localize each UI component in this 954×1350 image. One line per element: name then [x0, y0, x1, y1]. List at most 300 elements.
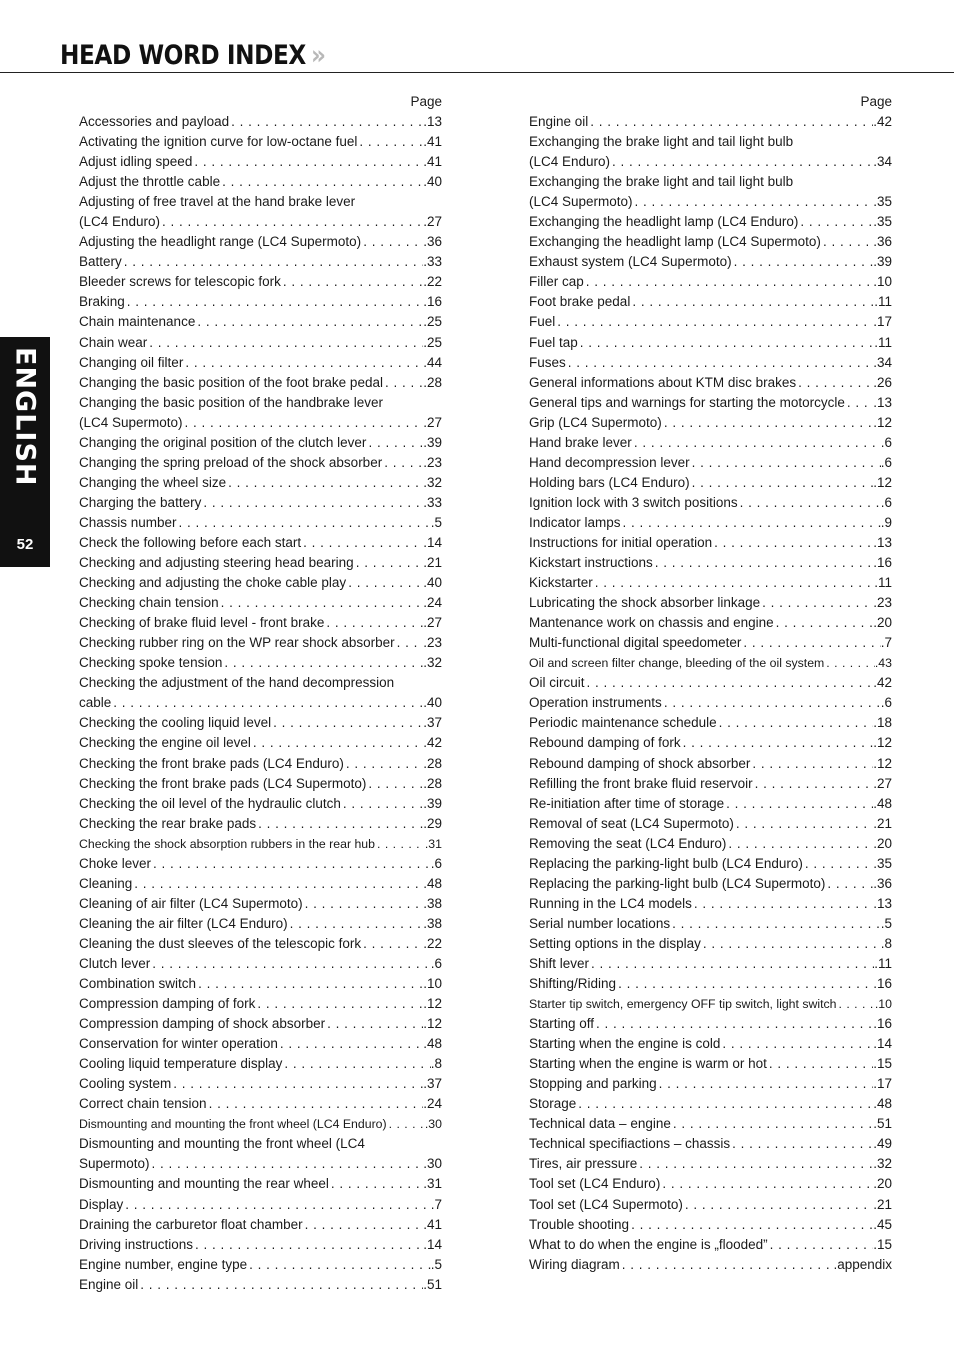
- index-entry-line: [529, 1255, 892, 1275]
- entry-page: .11: [874, 575, 892, 591]
- entry-term: Adjust idling speed: [79, 154, 193, 170]
- entry-term: Holding bars (LC4 Enduro): [529, 474, 690, 490]
- entry-page: .23: [873, 595, 892, 611]
- dot-leader: [629, 1215, 873, 1235]
- entry-term: Indicator lamps: [529, 514, 621, 530]
- index-entry-line: [79, 914, 442, 934]
- entry-term: Battery: [79, 254, 122, 270]
- entry-term: Ignition lock with 3 switch positions: [529, 494, 738, 510]
- dot-leader: [566, 353, 873, 373]
- index-entry: [79, 1195, 442, 1215]
- entry-term: Storage: [529, 1096, 577, 1112]
- index-entry: [79, 1094, 442, 1114]
- entry-term: Changing oil filter: [79, 354, 184, 370]
- entry-page: .21: [873, 1196, 892, 1212]
- entry-term: Chassis number: [79, 514, 177, 530]
- dot-leader: [732, 252, 874, 272]
- entry-term: Fuel tap: [529, 334, 578, 350]
- dot-leader: [341, 794, 423, 814]
- entry-page: .6: [430, 955, 442, 971]
- entry-page: .20: [873, 835, 892, 851]
- entry-page: .27: [423, 615, 442, 631]
- entry-term: Rebound damping of shock absorber: [529, 755, 751, 771]
- entry-page: .7: [430, 1196, 442, 1212]
- index-entry: [79, 433, 442, 453]
- index-entry: [529, 613, 892, 633]
- entry-term: Refilling the front brake fluid reservoir: [529, 775, 753, 791]
- index-entry: [529, 1034, 892, 1054]
- index-entry-line: [79, 653, 442, 673]
- index-entry-line: [529, 292, 892, 312]
- entry-page: .13: [873, 394, 892, 410]
- dot-leader: [630, 292, 874, 312]
- entry-term: Chain wear: [79, 334, 148, 350]
- index-entry-line: [529, 573, 892, 593]
- entry-term: Changing the basic position of the handbrake lever: [79, 394, 383, 410]
- index-entry: [79, 373, 442, 393]
- page-column-header: Page: [860, 94, 892, 109]
- entry-term: Checking the cooling liquid level: [79, 715, 272, 731]
- dot-leader: [344, 754, 423, 774]
- index-entry-line: [79, 754, 442, 774]
- entry-term: Periodic maintenance schedule: [529, 715, 717, 731]
- index-entry: [529, 1014, 892, 1034]
- index-entry-line: [79, 533, 442, 553]
- index-entry-line: [79, 573, 442, 593]
- index-entry: [79, 473, 442, 493]
- entry-term: Cooling liquid temperature display: [79, 1056, 283, 1072]
- entry-term: Dismounting and mounting the front wheel (LC4 Enduro): [79, 1117, 387, 1132]
- dot-leader: [346, 573, 423, 593]
- entry-page: .6: [880, 695, 892, 711]
- entry-term: Replacing the parking-light bulb (LC4 Enduro): [529, 855, 803, 871]
- language-tab: [0, 337, 50, 567]
- entry-page: .5: [430, 514, 442, 530]
- index-entry: [79, 292, 442, 312]
- index-entry-line: [79, 333, 442, 353]
- index-entry: [79, 974, 442, 994]
- index-entry: [79, 1114, 442, 1134]
- dot-leader: [585, 673, 874, 693]
- index-entry: [79, 834, 442, 854]
- entry-page: .38: [423, 915, 442, 931]
- index-entry: [529, 272, 892, 292]
- dot-leader: [741, 633, 880, 653]
- index-entry: [79, 954, 442, 974]
- index-entry: [79, 1174, 442, 1194]
- index-entry: [529, 1195, 892, 1215]
- index-entry-line: [79, 1195, 442, 1215]
- dot-leader: [845, 393, 873, 413]
- dot-leader: [750, 754, 873, 774]
- entry-term: Changing the original position of the clutch lever: [79, 434, 367, 450]
- dot-leader: [288, 914, 424, 934]
- index-entry: [529, 333, 892, 353]
- index-entry: [529, 1215, 892, 1235]
- entry-page: .49: [873, 1136, 892, 1152]
- entry-term: Display: [79, 1196, 124, 1212]
- entry-term: Hand decompression lever: [529, 454, 690, 470]
- entry-term: Checking the shock absorption rubbers in the rear hub: [79, 836, 375, 851]
- entry-page: .5: [880, 915, 892, 931]
- index-entry-line: [79, 212, 442, 232]
- index-entry: [79, 794, 442, 814]
- entry-page: .30: [423, 1156, 442, 1172]
- entry-page: .6: [880, 494, 892, 510]
- index-entry-line: [529, 1014, 892, 1034]
- index-entry-line: [79, 954, 442, 974]
- entry-term: Engine oil: [529, 114, 589, 129]
- index-entry-line: [529, 473, 892, 493]
- index-entry: [529, 854, 892, 874]
- index-entry: [79, 713, 442, 733]
- entry-page: .27: [423, 414, 442, 430]
- dot-leader: [796, 373, 873, 393]
- index-entry: [529, 252, 892, 272]
- index-entry: [79, 333, 442, 353]
- entry-page: .31: [423, 1176, 442, 1192]
- index-entry-continued: [79, 1134, 442, 1154]
- entry-term: Checking the rear brake pads: [79, 815, 257, 831]
- index-entry-line: [79, 172, 442, 192]
- index-entry: [79, 774, 442, 794]
- index-entry-line: [529, 533, 892, 553]
- index-entry: [79, 353, 442, 373]
- entry-page: .34: [873, 354, 892, 370]
- index-entry-line: [79, 1094, 442, 1114]
- dot-leader: [821, 232, 873, 252]
- entry-term: Starter tip switch, emergency OFF tip switch, light switch: [529, 997, 837, 1012]
- index-entry-line: [529, 593, 892, 613]
- entry-page: .15: [873, 1056, 892, 1072]
- entry-page: .11: [874, 955, 892, 971]
- index-entry: [79, 633, 442, 653]
- entry-page: .22: [423, 935, 442, 951]
- entry-page: .16: [873, 976, 892, 992]
- entry-term: Stopping and parking: [529, 1076, 657, 1092]
- dot-leader: [621, 513, 881, 533]
- entry-page: .33: [423, 494, 442, 510]
- index-entry: [79, 613, 442, 633]
- index-entry: [529, 653, 892, 673]
- index-entry-line: [79, 493, 442, 513]
- index-entries: [79, 112, 442, 1295]
- entry-term: Dismounting and mounting the rear wheel: [79, 1176, 329, 1192]
- dot-leader: [734, 814, 873, 834]
- entry-term: Oil and screen filter change, bleeding of the oil system: [529, 656, 825, 671]
- entry-page: .13: [423, 114, 442, 129]
- index-entry: [529, 1074, 892, 1094]
- index-entry-line: [79, 1074, 442, 1094]
- entry-term: Engine number, engine type: [79, 1256, 248, 1272]
- entry-page: .27: [423, 214, 442, 230]
- dot-leader: [632, 433, 881, 453]
- index-entry-line: [529, 754, 892, 774]
- index-entry: [529, 794, 892, 814]
- entry-term: Conservation for winter operation: [79, 1036, 278, 1052]
- entry-page: .32: [423, 474, 442, 490]
- dot-leader: [201, 493, 423, 513]
- dot-leader: [193, 1235, 423, 1255]
- index-entry: [79, 1134, 442, 1174]
- entry-term: Cooling system: [79, 1076, 172, 1092]
- dot-leader: [657, 1074, 874, 1094]
- index-entry-line: [79, 834, 442, 854]
- entry-term: (LC4 Supermoto): [79, 414, 183, 430]
- dot-leader: [303, 1215, 424, 1235]
- entry-term: Wiring diagram: [529, 1256, 620, 1272]
- index-entry: [529, 413, 892, 433]
- index-entry: [79, 312, 442, 332]
- index-entry: [529, 633, 892, 653]
- index-entry: [79, 573, 442, 593]
- entry-page: .10: [873, 274, 892, 290]
- index-entry: [529, 1094, 892, 1114]
- entry-page: .21: [423, 555, 442, 571]
- index-entry-line: [79, 854, 442, 874]
- index-entry-line: [529, 192, 892, 212]
- entry-term: Setting options in the display: [529, 935, 701, 951]
- index-entry-line: [79, 132, 442, 152]
- dot-leader: [738, 493, 881, 513]
- entry-term: Checking and adjusting the choke cable play: [79, 575, 347, 591]
- index-entry-line: [79, 733, 442, 753]
- entry-page: .5: [430, 1256, 442, 1272]
- index-entry: [529, 172, 892, 212]
- dot-leader: [726, 834, 873, 854]
- entry-page: .33: [423, 254, 442, 270]
- entry-term: Serial number locations: [529, 915, 671, 931]
- dot-leader: [147, 333, 423, 353]
- index-entry: [529, 713, 892, 733]
- index-entry-line: [529, 1195, 892, 1215]
- index-entry: [79, 1034, 442, 1054]
- dot-leader: [192, 152, 423, 172]
- index-entry: [529, 112, 892, 132]
- entry-page: .14: [423, 534, 442, 550]
- index-entry-line: [79, 1034, 442, 1054]
- entry-term: Removing the seat (LC4 Enduro): [529, 835, 727, 851]
- entry-term: Starting when the engine is cold: [529, 1036, 721, 1052]
- index-entry: [529, 593, 892, 613]
- page-title: [60, 40, 326, 71]
- language-label: ENGLISH: [9, 347, 41, 487]
- entry-page: .28: [423, 775, 442, 791]
- entry-page: .40: [423, 174, 442, 190]
- dot-leader: [150, 954, 430, 974]
- index-entry-line: [529, 232, 892, 252]
- index-entry-line: [79, 1174, 442, 1194]
- entry-page: .25: [423, 334, 442, 350]
- index-entry: [529, 353, 892, 373]
- index-entry: [79, 1074, 442, 1094]
- index-entry: [529, 453, 892, 473]
- entry-term: Bleeder screws for telescopic fork: [79, 274, 281, 290]
- dot-leader: [753, 774, 874, 794]
- index-entry-continued: [529, 132, 892, 152]
- entry-term: Tool set (LC4 Enduro): [529, 1176, 661, 1192]
- index-entry-line: [529, 1114, 892, 1134]
- entry-page: .17: [873, 314, 892, 330]
- dot-leader: [219, 593, 424, 613]
- dot-leader: [357, 132, 423, 152]
- index-entry-line: [529, 653, 892, 673]
- entry-page: .13: [873, 534, 892, 550]
- dot-leader: [361, 934, 423, 954]
- entry-term: (LC4 Enduro): [79, 214, 161, 230]
- index-entry-line: [79, 453, 442, 473]
- entry-page: .24: [423, 1096, 442, 1112]
- index-entry: [529, 733, 892, 753]
- index-entry-line: [79, 1054, 442, 1074]
- index-entry: [529, 292, 892, 312]
- index-entry-line: [79, 794, 442, 814]
- index-entry: [529, 693, 892, 713]
- index-entry-line: [79, 152, 442, 172]
- dot-leader: [730, 1134, 873, 1154]
- entry-page: .16: [423, 294, 442, 310]
- dot-leader: [301, 533, 423, 553]
- entry-page: .10: [874, 997, 892, 1012]
- entry-page: .39: [423, 434, 442, 450]
- entry-term: Checking the front brake pads (LC4 Supermoto): [79, 775, 367, 791]
- entry-page: .41: [423, 134, 442, 150]
- index-entry: [79, 874, 442, 894]
- index-entry-line: [529, 312, 892, 332]
- dot-leader: [589, 954, 874, 974]
- index-entry-line: [79, 994, 442, 1014]
- entry-term: Checking the engine oil level: [79, 735, 251, 751]
- dot-leader: [837, 994, 875, 1014]
- index-column-right: [529, 92, 892, 1275]
- index-entry-line: [79, 112, 442, 132]
- index-entry: [79, 1255, 442, 1275]
- entry-page: .18: [873, 715, 892, 731]
- index-entry-line: [529, 513, 892, 533]
- index-entry: [529, 1054, 892, 1074]
- entry-term: Exhaust system (LC4 Supermoto): [529, 254, 732, 270]
- index-entry-line: [529, 252, 892, 272]
- index-entry: [79, 1275, 442, 1295]
- index-entry: [529, 513, 892, 533]
- index-entry-line: [79, 693, 442, 713]
- index-entry: [79, 132, 442, 152]
- dot-leader: [123, 1195, 430, 1215]
- entry-term: Lubricating the shock absorber linkage: [529, 595, 761, 611]
- index-entry-line: [529, 1134, 892, 1154]
- index-entry-line: [79, 1114, 442, 1134]
- index-entry-line: [79, 272, 442, 292]
- index-entry-line: [529, 1034, 892, 1054]
- index-entry-line: [529, 1235, 892, 1255]
- index-entry-line: [529, 613, 892, 633]
- index-entry-line: [529, 553, 892, 573]
- dot-leader: [151, 854, 431, 874]
- dot-leader: [160, 212, 423, 232]
- index-entry-line: [529, 1074, 892, 1094]
- index-entry-continued: [79, 192, 442, 212]
- entry-term: Technical data – engine: [529, 1116, 671, 1132]
- entry-page: .8: [430, 1056, 442, 1072]
- entry-page: .31: [424, 836, 442, 851]
- index-entry: [529, 774, 892, 794]
- index-entry-line: [79, 593, 442, 613]
- entry-term: Checking chain tension: [79, 595, 219, 611]
- entry-page: .51: [423, 1276, 442, 1292]
- entry-term: Chain maintenance: [79, 314, 196, 330]
- index-entry: [79, 393, 442, 433]
- entry-page: .44: [423, 354, 442, 370]
- index-entry-line: [529, 974, 892, 994]
- entry-page: .appendix: [833, 1256, 892, 1272]
- entry-page: .35: [873, 214, 892, 230]
- entry-page: .28: [423, 374, 442, 390]
- index-entry: [529, 232, 892, 252]
- dot-leader: [382, 453, 423, 473]
- dot-leader: [122, 252, 423, 272]
- entry-term: Shift lever: [529, 955, 590, 971]
- dot-leader: [150, 1154, 424, 1174]
- dot-leader: [251, 733, 423, 753]
- index-entry: [79, 894, 442, 914]
- dot-leader: [395, 633, 424, 653]
- index-entry-line: [79, 974, 442, 994]
- entry-page: .6: [880, 434, 892, 450]
- entry-page: .30: [424, 1117, 442, 1132]
- entry-page: .29: [423, 815, 442, 831]
- index-entry: [529, 914, 892, 934]
- entry-term: Mantenance work on chassis and engine: [529, 615, 774, 631]
- entry-page: .32: [423, 655, 442, 671]
- index-entry: [79, 493, 442, 513]
- index-entry-line: [79, 312, 442, 332]
- index-entry: [79, 272, 442, 292]
- index-entry-line: [79, 1275, 442, 1295]
- entry-term: Running in the LC4 models: [529, 895, 692, 911]
- index-entry: [79, 653, 442, 673]
- entry-term: Adjust the throttle cable: [79, 174, 221, 190]
- dot-leader: [375, 834, 425, 854]
- entry-term: Cleaning: [79, 875, 133, 891]
- entry-page: .17: [873, 1076, 892, 1092]
- dot-leader: [247, 1255, 431, 1275]
- index-entry-line: [79, 473, 442, 493]
- index-entry-line: [79, 1154, 442, 1174]
- entry-page: .37: [423, 1076, 442, 1092]
- index-entry: [529, 754, 892, 774]
- index-entry-line: [79, 774, 442, 794]
- index-entry-line: [79, 613, 442, 633]
- entry-page: .23: [423, 454, 442, 470]
- index-entry-line: [529, 1154, 892, 1174]
- index-entry: [79, 934, 442, 954]
- index-entry: [529, 934, 892, 954]
- entry-term: Trouble shooting: [529, 1216, 630, 1232]
- index-entry-line: [529, 1174, 892, 1194]
- dot-leader: [366, 433, 423, 453]
- index-entry: [529, 994, 892, 1014]
- entry-page: .12: [873, 474, 892, 490]
- index-entry: [79, 994, 442, 1014]
- entry-page: .27: [873, 775, 892, 791]
- index-entry-line: [79, 814, 442, 834]
- dot-leader: [222, 653, 423, 673]
- dot-leader: [255, 994, 423, 1014]
- dot-leader: [653, 553, 873, 573]
- dot-leader: [662, 413, 873, 433]
- index-entry-line: [529, 874, 892, 894]
- dot-leader: [138, 1275, 423, 1295]
